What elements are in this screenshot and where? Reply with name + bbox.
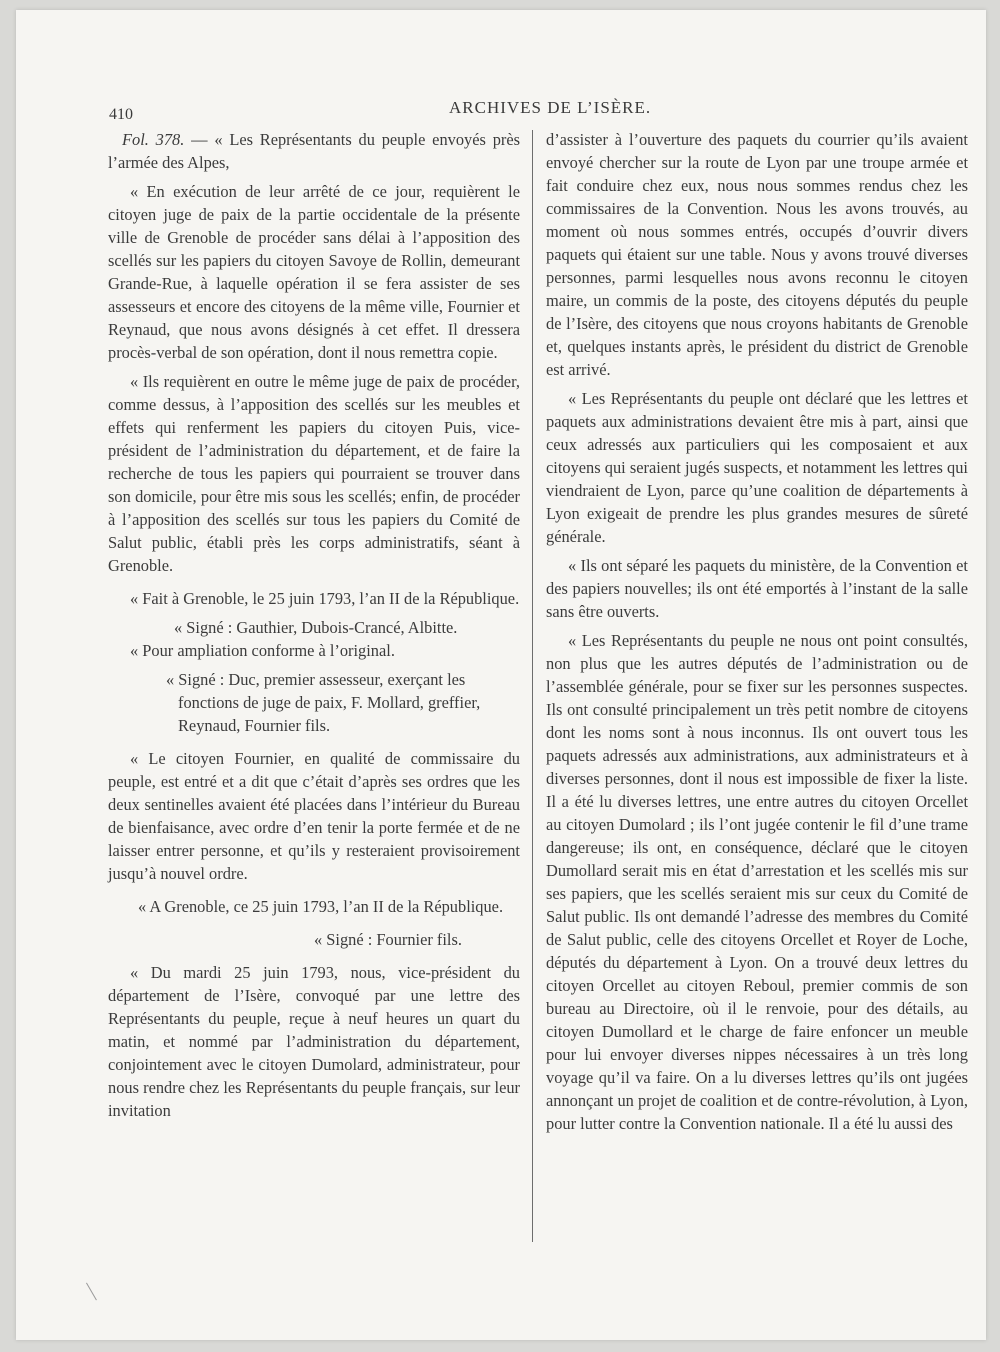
folio-reference: Fol. 378.	[122, 130, 185, 149]
ampliation-line: « Pour ampliation conforme à l’original.	[130, 641, 395, 660]
paragraph: « Du mardi 25 juin 1793, nous, vice-président du département de l’Isère, convoqué par une lettre des Représentants du peuple, reçue à neuf heures un quart du matin, et nommé par l’administration du département, conjointement avec le citoyen Dumolard, administrateur, pour nous rendre chez les Représentants du peuple français, sur leur invitation	[108, 963, 520, 1120]
book-page	[16, 10, 986, 1340]
page-number: 410	[109, 106, 133, 123]
paragraph: « Les Représentants du peuple ont déclaré que les lettres et paquets aux administrations devaient être mis à part, ainsi que ceux adressés aux particuliers qui les composaient et aux citoyens qui seraient jugés suspects, et notamment les lettres qui viendraient de Lyon, parce qu’une coalition de départements à Lyon exigeait de prendre les plus grandes mesures de sûreté générale.	[546, 389, 968, 546]
paragraph: « En exécution de leur arrêté de ce jour, requièrent le citoyen juge de paix de la partie occidentale de la présente ville de Grenoble de procéder sans délai à l’apposition des scellés sur les papiers du citoyen Savoye de Rollin, demeurant Grande-Rue, à laquelle opération il se fera assister de ses assesseurs et encore des citoyens de la même ville, Fournier et Reynaud, que nous avons désignés à cet effet. Il dressera procès-verbal de son opération, dont il nous remettra copie.	[108, 182, 520, 362]
paragraph: « Ils requièrent en outre le même juge de paix de procéder, comme dessus, à l’apposition des scellés sur les meubles et effets qui renferment les papiers du citoyen Puis, vice-président de l’administration du département, et de faire la recherche de tous les papiers qui pourraient se trouver dans son domicile, pour être mis sous les scellés; enfin, de procéder à l’apposition des scellés sur tous les papiers du Comité de Salut public, établi près les corps administratifs, séant à Grenoble.	[108, 372, 520, 575]
signature: « Signé : Fournier fils.	[314, 930, 462, 949]
paragraph: d’assister à l’ouverture des paquets du courrier qu’ils avaient envoyé chercher sur la route de Lyon par une troupe armée et fait conduire chez eux, nous nous sommes rendus chez les commissaires de la Convention. Nous les avons trouvés, au moment où nous sommes entrés, occupés d’ouvrir divers paquets qui étaient sur une table. Nous y avons trouvé diverses personnes, parmi lesquelles nous avons reconnu le citoyen maire, un commis de la poste, des citoyens députés du peuple de l’Isère, des citoyens que nous croyons habitants de Grenoble et, quelques instants après, le président du district de Grenoble est arrivé.	[546, 130, 968, 379]
right-column	[546, 128, 968, 1141]
paragraph: « Le citoyen Fournier, en qualité de commissaire du peuple, est entré et a dit que c’était d’après ses ordres que les deux sentinelles avaient été placées dans l’intérieur du Bureau de bienfaisance, avec ordre d’en tenir la porte fermée et de ne laisser entrer personne, et qu’ils y resteraient provisoirement jusqu’à nouvel ordre.	[108, 749, 520, 883]
left-column	[108, 128, 520, 1128]
paragraph: « Les Représentants du peuple ne nous ont point consultés, non plus que les autres députés de l’administration ou de l’assemblée générale, pour se fixer sur les personnes suspectes. Ils ont consulté principalement un très petit nombre de citoyens dont les noms sont à nous inconnus. Ils ont ouvert tous les paquets adressés aux administrations, aux administrateurs et à diverses personnes, dont il nous est impossible de fixer la liste. Il a été lu diverses lettres, une entre autres du citoyen Orcellet au citoyen Dumolard ; ils l’ont jugée contenir le fil d’une trame dangereuse; ils ont, en conséquence, déclaré que le citoyen Dumollard serait mis en état d’arrestation et les scellés mis sur ses papiers, que les scellés seraient mis sur ceux du Comité de Salut public. Ils ont demandé l’adresse des membres du Comité de Salut public, celle des citoyens Orcellet et Royer de Loche, députés du département à Lyon. On a trouvé deux lettres du citoyen Orcellet au citoyen Reboul, premier commis de son bureau au Directoire, où il le renvoie, pour des détails, au citoyen Dumollard et le charge de faire enfoncer un meuble pour lui envoyer diverses nippes nécessaires à un très long voyage qu’il va faire. On a lu diverses lettres qu’ils ont jugées annonçant un projet de coalition et de contre-révolution, à Lyon, pour lutter contre la Convention nationale. Il a été lu aussi des	[546, 631, 968, 1133]
paragraph-text: — « Les Représentants du peuple envoyés près l’armée des Alpes,	[108, 130, 520, 172]
page-header	[109, 98, 969, 122]
paragraph: « Ils ont séparé les paquets du ministère, de la Convention et des papiers nouvelles; ils ont été emportés à l’instant de la salle sans être ouverts.	[546, 556, 968, 621]
date-line: « A Grenoble, ce 25 juin 1793, l’an II de la République.	[138, 897, 504, 916]
margin-mark	[86, 1276, 109, 1301]
column-divider	[532, 130, 533, 1242]
signature: « Signé : Gauthier, Dubois-Crancé, Albitte.	[174, 618, 458, 637]
running-title: ARCHIVES DE L’ISÈRE.	[449, 98, 652, 117]
signature: « Signé : Duc, premier assesseur, exerçant les fonctions de juge de paix, F. Mollard, greffier, Reynaud, Fournier fils.	[166, 670, 481, 735]
date-line: « Fait à Grenoble, le 25 juin 1793, l’an II de la République.	[130, 589, 520, 608]
paragraph	[108, 128, 520, 174]
